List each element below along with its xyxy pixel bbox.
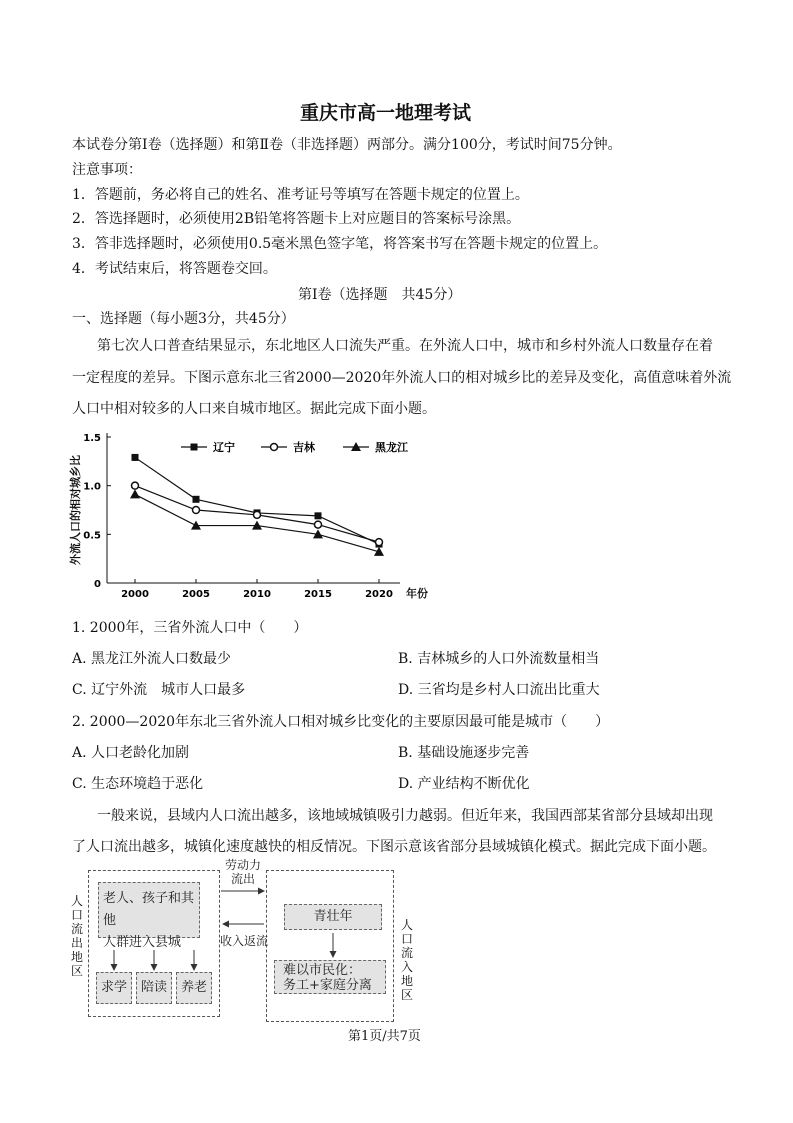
data-point-1-0	[132, 482, 139, 489]
passage1-line-2: 一定程度的差异。下图示意东北三省2000—2020年外流人口的相对城乡比的差异及变化，高值意味着外流	[72, 370, 732, 386]
x-axis-label: 年份	[406, 587, 428, 600]
x-tick-label: 2015	[304, 589, 332, 600]
youth-box: 青壮年	[284, 904, 382, 930]
result-line-2: 务工+家庭分离	[283, 978, 372, 993]
data-point-0-1	[193, 496, 200, 503]
labor-outflow-line-2: 流出	[231, 872, 256, 886]
notice-4: 4．考试结束后，将答题卷交回。	[72, 261, 277, 277]
inflow-region-label: 人口流入地区	[400, 918, 413, 1002]
data-point-1-4	[376, 539, 383, 546]
page-footer: 第1页/共7页	[348, 1029, 421, 1044]
x-tick-label: 2005	[182, 589, 210, 600]
q2-option-d[interactable]: D. 产业结构不断优化	[398, 776, 530, 792]
y-axis-label: 外流人口的相对城乡比	[69, 455, 82, 565]
income-return-label: 收入返流	[220, 934, 269, 948]
county-migrants-line-2: 人群进入县城	[103, 935, 182, 950]
line-chart-svg	[65, 425, 445, 605]
page-title: 重庆市高一地理考试	[300, 102, 472, 124]
legend-marker-1	[271, 444, 278, 451]
notice-2: 2．答选择题时，必须使用2B铅笔将答题卡上对应题目的答案标号涂黑。	[72, 211, 521, 227]
q2-option-a[interactable]: A. 人口老龄化加剧	[72, 745, 190, 761]
passage1-line-1: 第七次人口普查结果显示，东北地区人口流失严重。在外流人口中，城市和乡村外流人口数量存在着	[97, 338, 713, 354]
q1-stem: 1. 2000年，三省外流人口中（ ）	[72, 620, 308, 636]
accompany-study-box: 陪读	[136, 972, 172, 1004]
result-line-1: 难以市民化：	[283, 963, 362, 978]
data-point-2-0	[130, 489, 140, 498]
labor-outflow-line-1: 劳动力	[225, 858, 262, 872]
notice-1: 1．答题前，务必将自己的姓名、准考证号等填写在答题卡规定的位置上。	[72, 187, 529, 203]
legend-label-1: 吉林	[293, 441, 315, 454]
passage1-line-3: 人口中相对较多的人口来自城市地区。据此完成下面小题。	[72, 401, 436, 417]
urbanization-diagram	[70, 858, 430, 1023]
education-box: 求学	[96, 972, 132, 1004]
part-heading: 第Ⅰ卷（选择题 共45分）	[298, 287, 462, 303]
passage2-line-1: 一般来说，县域内人口流出越多，该地域城镇吸引力越弱。但近年来，我国西部某省部分县域却出现	[97, 808, 713, 824]
notice-3: 3．答非选择题时，必须使用0.5毫米黑色签字笔，将答案书写在答题卡规定的位置上。	[72, 236, 608, 252]
legend-label-2: 黑龙江	[375, 441, 408, 454]
q1-option-a[interactable]: A. 黑龙江外流人口数最少	[72, 651, 232, 667]
data-point-1-2	[254, 511, 261, 518]
legend-marker-0	[191, 444, 198, 451]
diagram-arrows	[70, 858, 430, 1023]
data-point-0-3	[315, 512, 322, 519]
y-tick-label: 0	[94, 579, 101, 590]
outflow-region-label: 人口流出地区	[70, 894, 83, 978]
y-tick-label: 1.5	[83, 433, 101, 444]
x-tick-label: 2010	[243, 589, 271, 600]
q1-option-d[interactable]: D. 三省均是乡村人口流出比重大	[398, 682, 600, 698]
q2-option-b[interactable]: B. 基础设施逐步完善	[398, 745, 530, 761]
q2-stem: 2. 2000—2020年东北三省外流人口相对城乡比变化的主要原因最可能是城市（ ）	[72, 714, 610, 730]
data-point-0-0	[132, 454, 139, 461]
q1-option-b[interactable]: B. 吉林城乡的人口外流数量相当	[398, 651, 600, 667]
y-tick-label: 1.0	[83, 481, 101, 493]
x-tick-label: 2000	[121, 589, 149, 600]
x-tick-label: 2020	[365, 589, 393, 600]
q2-option-c[interactable]: C. 生态环境趋于恶化	[72, 776, 204, 792]
legend-label-0: 辽宁	[213, 441, 235, 454]
intro-text: 本试卷分第Ⅰ卷（选择题）和第Ⅱ卷（非选择题）两部分。满分100分，考试时间75分钟。	[72, 137, 622, 153]
county-migrants-line-1: 老人、孩子和其他	[103, 891, 195, 928]
q1-option-c[interactable]: C. 辽宁外流 城市人口最多	[72, 682, 246, 698]
data-point-1-1	[193, 507, 200, 514]
section-heading: 一、选择题（每小题3分，共45分）	[72, 311, 295, 327]
data-point-1-3	[315, 521, 322, 528]
line-chart	[65, 425, 445, 605]
elderly-care-box: 养老	[176, 972, 212, 1004]
notice-heading: 注意事项：	[72, 162, 142, 178]
y-tick-label: 0.5	[83, 530, 101, 542]
passage2-line-2: 了人口流出越多，城镇化速度越快的相反情况。下图示意该省部分县域城镇化模式。据此完成下面小题。	[72, 839, 716, 855]
